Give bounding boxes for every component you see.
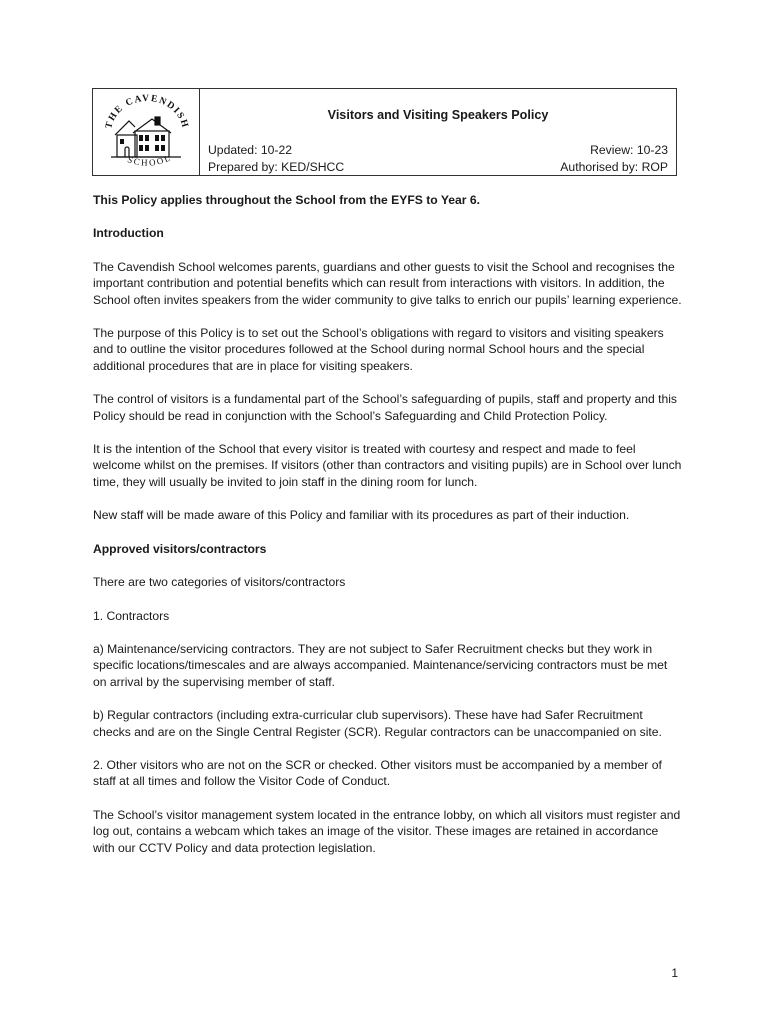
paragraph: There are two categories of visitors/contractors [93, 575, 346, 590]
contractors-heading: 1. Contractors [93, 608, 170, 623]
prepared-by: Prepared by: KED/SHCC [208, 160, 345, 174]
introduction-heading: Introduction [93, 226, 164, 241]
svg-text:THE CAVENDISH: THE CAVENDISH [104, 93, 190, 130]
paragraph: It is the intention of the School that every visitor is treated with courtesy and respect and made to feel welcome whilst on the premises. If visitors (other than contractors and visiting pupils) are in School over lunch time, they will usually be invited to join staff in the dining room for lunch. [93, 442, 682, 489]
review-date: Review: 10-23 [590, 143, 668, 157]
paragraph: New staff will be made aware of this Policy and familiar with its procedures as part of their induction. [93, 508, 630, 523]
approved-visitors-heading: Approved visitors/contractors [93, 541, 267, 556]
document-title: Visitors and Visiting Speakers Policy [327, 108, 549, 122]
paragraph: The School’s visitor management system located in the entrance lobby, on which all visitors must register and log out, contains a webcam which takes an image of the visitor. These images are retained in accordance with our CCTV Policy and data protection legislation. [93, 807, 681, 855]
paragraph: The control of visitors is a fundamental part of the School’s safeguarding of pupils, staff and property and this Policy should be read in conjunction with the School’s Safeguarding and Child Protection Policy. [93, 392, 677, 423]
paragraph: a) Maintenance/servicing contractors. They are not subject to Safer Recruitment checks but they work in specific locations/timescales and are always accompanied. Maintenance/servicing contractors must be met on arrival by the supervising member of staff. [93, 641, 668, 689]
school-logo [93, 89, 200, 175]
policy-header-table [92, 88, 677, 176]
policy-body [93, 192, 683, 873]
paragraph: 2. Other visitors who are not on the SCR or checked. Other visitors must be accompanied by a member of staff at all times and follow the Visitor Code of Conduct. [93, 757, 662, 789]
paragraph: b) Regular contractors (including extra-curricular club supervisors). These have had Safer Recruitment checks and are on the Single Central Register (SCR). Regular contractors can be unaccompanied on site. [93, 708, 662, 739]
school-logo-icon [95, 91, 197, 175]
page-number: 1 [671, 966, 678, 980]
policy-info [200, 89, 676, 175]
paragraph: The purpose of this Policy is to set out the School’s obligations with regard to visitors and visiting speakers and to outline the visitor procedures followed at the School during normal School hours and the special additional procedures that are in place for visiting speakers. [93, 326, 664, 373]
paragraph: The Cavendish School welcomes parents, guardians and other guests to visit the School and recognises the important contribution and potential benefits which can result from interactions with visitors. In addition, the School often invites speakers from the wider community to give talks to enrich our pupils’ learning experience. [93, 259, 682, 307]
svg-text:SCHOOL: SCHOOL [126, 152, 174, 168]
authorised-by: Authorised by: ROP [560, 160, 668, 174]
updated-date: Updated: 10-22 [208, 143, 293, 157]
scope-statement: This Policy applies throughout the School from the EYFS to Year 6. [93, 193, 480, 207]
